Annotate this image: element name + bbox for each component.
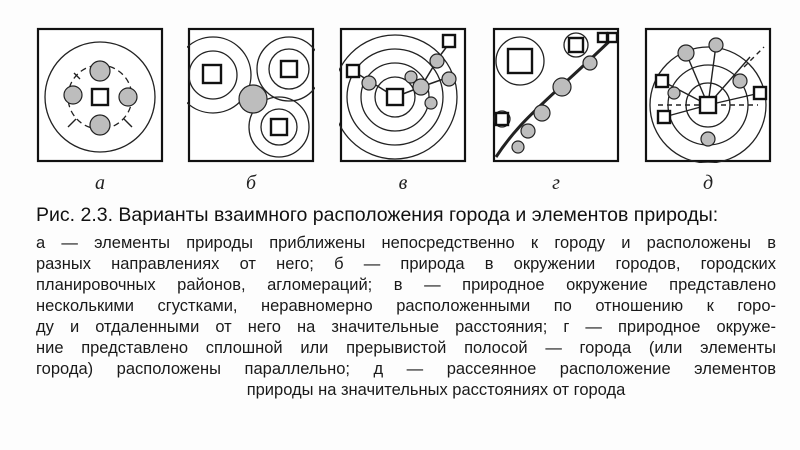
- panel-b-diagram: [187, 27, 315, 163]
- panel-v-diagram: [339, 27, 467, 163]
- caption-line: разных направлениях от него; б — природа в окружении городов, городских: [36, 255, 776, 273]
- caption-line: ду и отдаленными от него на значительные расстояния; г — природное окруже-: [36, 318, 776, 336]
- panel-g-diagram: [492, 27, 620, 163]
- caption-line: несколькими сгустками, неравномерно расположенными по отношению к горо-: [36, 297, 776, 315]
- figure-caption-body: [36, 233, 776, 401]
- figure-2-3: [0, 0, 800, 200]
- caption-line: природы на значительных расстояниях от города: [246, 381, 626, 399]
- panel-d-diagram: [644, 27, 772, 163]
- panel-v-label: в: [398, 172, 408, 194]
- caption-line: ние представлено сплошной или прерывистой полосой — города (или элементы: [36, 339, 776, 357]
- figure-caption-title: Рис. 2.3. Варианты взаимного расположения города и элементов природы:: [36, 204, 719, 226]
- panel-a-diagram: [36, 27, 164, 163]
- caption-line: планировочных районов, агломераций; в — природное окружение представлено: [36, 276, 776, 294]
- panel-g-label: г: [552, 172, 560, 194]
- caption-line: города) расположены параллельно; д — рассеянное расположение элементов: [36, 360, 776, 378]
- panel-b-label: б: [245, 172, 257, 194]
- panel-a-label: а: [95, 172, 105, 194]
- caption-line: а — элементы природы приближены непосредственно к городу и расположены в: [36, 234, 776, 252]
- panel-d-label: д: [702, 172, 714, 194]
